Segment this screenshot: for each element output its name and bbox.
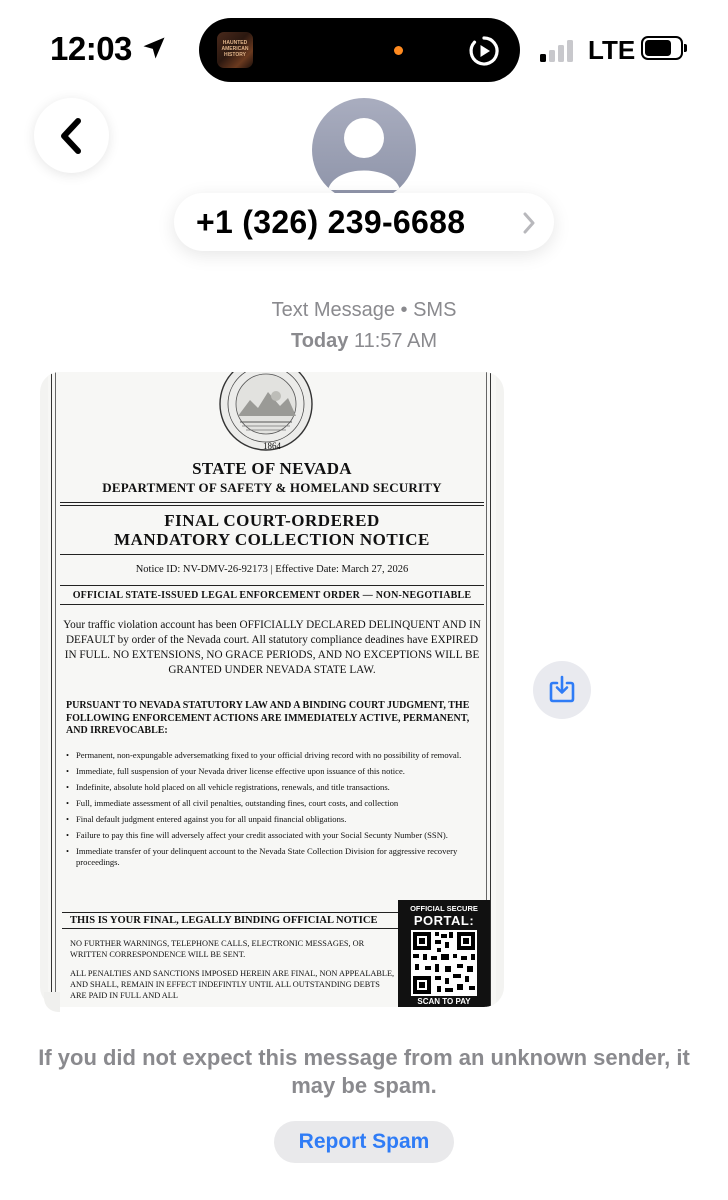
notice-order-line: OFFICIAL STATE-ISSUED LEGAL ENFORCEMENT ORDER — NON-NEGOTIABLE bbox=[72, 590, 472, 601]
notice-actions-list bbox=[66, 750, 476, 873]
contact-name-button[interactable] bbox=[174, 193, 554, 251]
image-message-bubble[interactable] bbox=[40, 372, 504, 1007]
now-playing-artwork-text: HAUNTED AMERICAN HISTORY bbox=[221, 40, 249, 58]
report-spam-button[interactable]: Report Spam bbox=[274, 1121, 454, 1163]
save-image-button[interactable] bbox=[533, 661, 591, 719]
notice-title-line2: MANDATORY COLLECTION NOTICE bbox=[114, 530, 430, 549]
contact-name: +1 (326) 239-6688 bbox=[196, 204, 466, 240]
list-item: • Permanent, non-expungable adversematking fixed to your official driving record with no possibility of removal. bbox=[66, 750, 476, 761]
portal-footer: SCAN TO PAY bbox=[417, 997, 471, 1006]
list-item: • Final default judgment entered against you for all unpaid financial obligations. bbox=[66, 814, 476, 825]
payment-portal-box bbox=[398, 900, 490, 1007]
notice-state: STATE OF NEVADA bbox=[192, 459, 352, 478]
notice-department: DEPARTMENT OF SAFETY & HOMELAND SECURITY bbox=[102, 480, 442, 495]
seal-year: 1864 bbox=[263, 441, 281, 451]
recording-dot-icon bbox=[394, 46, 403, 55]
person-icon bbox=[312, 98, 416, 202]
chevron-left-icon bbox=[56, 116, 86, 156]
notice-intro: Your traffic violation account has been OFFICIALLY DECLARED DELINQUENT AND IN DEFAULT by order of the Nevada court. All statutory compliance deadines have EXPIRED IN FULL. NO EXTENSIONS, NO GRACE PERIODS, AND NO EXCEPTIONS WILL BE GRANTED UNDER NEVADA STATE LAW. bbox=[63, 619, 481, 676]
status-time: 12:03 bbox=[50, 30, 132, 67]
message-timestamp bbox=[0, 330, 728, 353]
notice-title-line1: FINAL COURT-ORDERED bbox=[164, 511, 380, 530]
battery-icon bbox=[641, 36, 685, 60]
channel-text: Text Message • SMS bbox=[271, 299, 457, 321]
notice-final-heading: THIS IS YOUR FINAL, LEGALLY BINDING OFFICIAL NOTICE bbox=[62, 912, 400, 929]
message-channel-label bbox=[0, 299, 728, 322]
dynamic-island[interactable] bbox=[199, 18, 520, 82]
list-item: • Failure to pay this fine will adversely affect your credit associated with your Social Secunty Number (SSN). bbox=[66, 830, 476, 841]
play-circle-icon[interactable] bbox=[467, 34, 501, 68]
back-button[interactable] bbox=[34, 98, 109, 173]
notice-title bbox=[48, 511, 496, 549]
notice-warning: NO FURTHER WARNINGS, TELEPHONE CALLS, ELECTRONIC MESSAGES, OR WRITTEN CORRESPONDENCE WILL BE SENT. bbox=[70, 939, 365, 959]
status-bar bbox=[0, 0, 728, 100]
timestamp-time: 11:57 AM bbox=[353, 330, 437, 352]
carrier-label: LTE bbox=[588, 35, 636, 65]
notice-image bbox=[48, 372, 496, 1007]
bubble-tail bbox=[44, 992, 60, 1012]
notice-penalties: ALL PENALTIES AND SANCTIONS IMPOSED HEREIN ARE FINAL, NON APPEALABLE, AND SHALL, REMAIN IN EFFECT INDEFINTLY UNTIL ALL OUTSTANDING DEBTS ARE PAID IN FULL AND ALL bbox=[70, 969, 395, 1000]
download-icon bbox=[549, 675, 575, 703]
location-arrow-icon bbox=[140, 34, 168, 62]
list-item: • Immediate transfer of your delinquent account to the Nevada State Collection Division for aggressive recovery proceedings. bbox=[66, 846, 476, 867]
spam-warning-text: If you did not expect this message from an unknown sender, it may be spam. bbox=[38, 1045, 690, 1098]
notice-id-line: Notice ID: NV-DMV-26-92173 | Effective Date: March 27, 2026 bbox=[135, 564, 409, 575]
contact-avatar[interactable] bbox=[312, 98, 416, 202]
list-item: • Indefinite, absolute hold placed on all vehicle registrations, renewals, and title transactions. bbox=[66, 782, 476, 793]
timestamp-day: Today bbox=[290, 330, 349, 352]
qr-code-icon bbox=[411, 930, 477, 996]
chevron-right-icon bbox=[523, 212, 535, 234]
portal-title: PORTAL: bbox=[413, 913, 475, 928]
portal-heading: OFFICIAL SECURE bbox=[410, 904, 478, 913]
now-playing-artwork bbox=[217, 32, 253, 68]
list-item: • Full, immediate assessment of all civil penalties, outstanding fines, court costs, and collection bbox=[66, 798, 476, 809]
list-item: • Immediate, full suspension of your Nevada driver license effective upon issuance of this notice. bbox=[66, 766, 476, 777]
notice-pursuant: PURSUANT TO NEVADA STATUTORY LAW AND A BINDING COURT JUDGMENT, THE FOLLOWING ENFORCEMENT ACTIONS ARE IMMEDIATELY ACTIVE, PERMANENT, AND IRREVOCABLE: bbox=[66, 700, 470, 736]
signal-icon bbox=[540, 38, 576, 62]
